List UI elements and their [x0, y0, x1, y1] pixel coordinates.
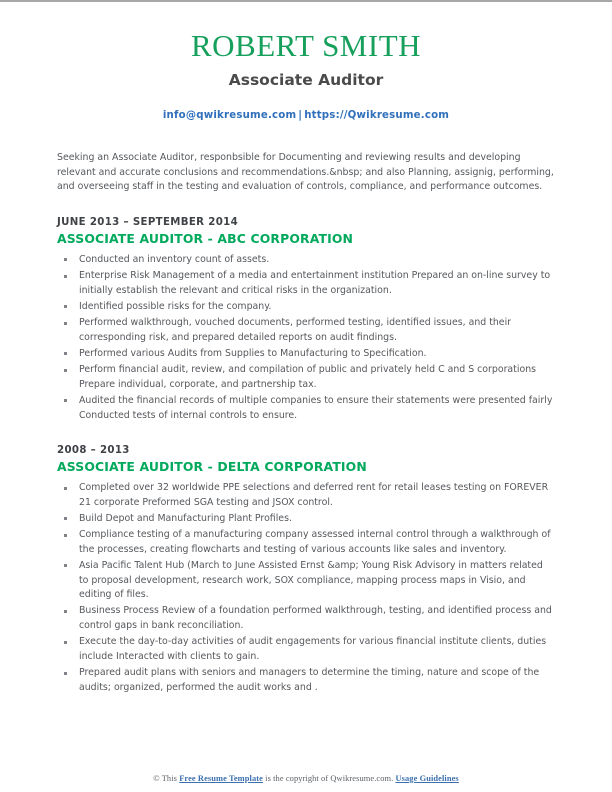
- footer-text-middle: is the copyright of Qwikresume.com.: [265, 774, 394, 783]
- list-item: Prepared audit plans with seniors and managers to determine the timing, nature and scope of the audits; organized, performed the audit works and .: [57, 666, 555, 695]
- contact-website-link[interactable]: https://Qwikresume.com: [304, 110, 450, 122]
- candidate-name: ROBERT SMITH: [190, 28, 422, 63]
- list-item: Conducted an inventory count of assets.: [57, 253, 555, 268]
- experience-bullet-list: [57, 253, 555, 423]
- list-item: Performed walkthrough, vouched documents, performed testing, identified issues, and their corresponding risk, and prepared detailed reports on audit findings.: [57, 316, 555, 345]
- experience-bullet-list: [57, 481, 555, 695]
- experience-entry: [57, 445, 555, 695]
- list-item: Audited the financial records of multiple companies to ensure their statements were presented fairly Conducted tests of internal controls to ensure.: [57, 394, 555, 423]
- list-item: Business Process Review of a foundation performed walkthrough, testing, and identified process and control gaps in bank reconciliation.: [57, 604, 555, 633]
- list-item: Asia Pacific Talent Hub (March to June Assisted Ernst &amp; Young Risk Advisory in matters related to proposal development, research work, SOX compliance, mapping process maps in Visio, and editing of files.: [57, 559, 555, 603]
- experience-dates: JUNE 2013 – SEPTEMBER 2014: [57, 216, 239, 228]
- list-item: Execute the day-to-day activities of audit engagements for various financial institute clients, duties include Interacted with clients to gain.: [57, 635, 555, 664]
- list-item: Build Depot and Manufacturing Plant Profiles.: [57, 512, 555, 527]
- list-item: Perform financial audit, review, and compilation of public and privately held C and S corporations Prepare individual, corporate, and partnership tax.: [57, 363, 555, 392]
- resume-content: [0, 2, 612, 696]
- experience-entry: [57, 217, 555, 423]
- free-resume-template-link[interactable]: Free Resume Template: [179, 774, 263, 783]
- usage-guidelines-link[interactable]: Usage Guidelines: [395, 774, 459, 783]
- experience-title: ASSOCIATE AUDITOR - DELTA CORPORATION: [57, 458, 367, 474]
- footer-text-before: This: [161, 774, 178, 783]
- experience-dates: 2008 – 2013: [57, 445, 130, 457]
- resume-header: [57, 2, 555, 121]
- list-item: Identified possible risks for the company.: [57, 300, 555, 315]
- contact-email-link[interactable]: info@qwikresume.com: [162, 110, 297, 122]
- list-item: Enterprise Risk Management of a media and entertainment institution Prepared an on-line survey to initially establish the relevant and critical risks in the organization.: [57, 269, 555, 298]
- experience-title: ASSOCIATE AUDITOR - ABC CORPORATION: [57, 230, 354, 246]
- contact-line: [57, 110, 555, 121]
- list-item: Compliance testing of a manufacturing company assessed internal control through a walkthrough of the processes, creating flowcharts and testing of various accounts like sales and inventory.: [57, 528, 555, 557]
- copyright-symbol: ©: [153, 774, 160, 783]
- list-item: Completed over 32 worldwide PPE selections and deferred rent for retail leases testing on FOREVER 21 corporate Preformed SGA testing and JSOX control.: [57, 481, 555, 510]
- page-footer: [0, 774, 612, 783]
- list-item: Performed various Audits from Supplies to Manufacturing to Specification.: [57, 347, 555, 362]
- candidate-job-role: Associate Auditor: [228, 70, 384, 89]
- contact-separator: |: [298, 110, 303, 122]
- professional-summary: Seeking an Associate Auditor, responbsible for Documenting and reviewing results and developing relevant and accurate conclusions and recommendations.&nbsp; and also Planning, assignig, performing, and overseeing staff in the testing and evaluation of controls, compliance, and performance outcomes.: [57, 152, 554, 193]
